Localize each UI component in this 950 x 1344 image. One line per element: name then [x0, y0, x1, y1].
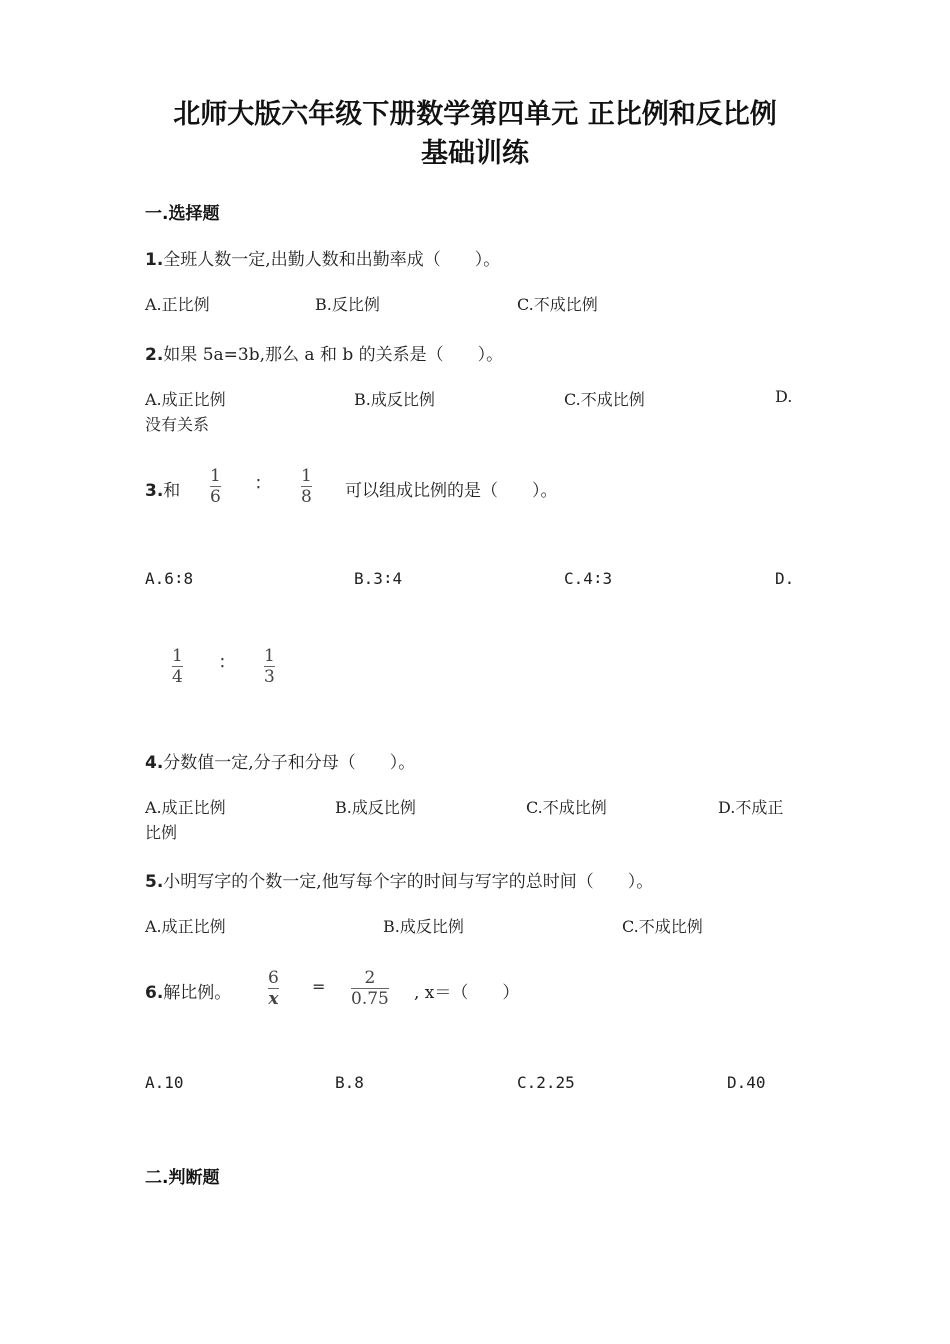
q1-option-a[interactable]: A.正比例 [145, 295, 210, 314]
question-text: 小明写字的个数一定,他写每个字的时间与写字的总时间（ ）。 [163, 872, 654, 892]
q3-option-a[interactable]: A.6∶8 [145, 569, 194, 588]
page-title-line1: 北师大版六年级下册数学第四单元 正比例和反比例 [173, 99, 777, 130]
denominator: 8 [301, 487, 312, 507]
question-3-lead [145, 476, 180, 501]
denominator: 6 [210, 487, 221, 507]
ratio-colon: ∶ [256, 474, 261, 495]
question-prefix: 和 [163, 481, 181, 501]
denominator: 4 [172, 667, 183, 687]
section-heading-choice: 一.选择题 [145, 204, 220, 224]
ratio-colon: ∶ [220, 653, 225, 674]
question-1 [145, 245, 500, 270]
question-6-lead [145, 978, 231, 1003]
question-3-suffix: 可以组成比例的是（ ）。 [345, 481, 558, 501]
q4-option-b[interactable]: B.成反比例 [335, 798, 416, 817]
denominator: x [268, 989, 279, 1009]
numerator: 1 [301, 466, 312, 486]
q2-option-d[interactable]: D. [775, 387, 793, 406]
q2-option-a[interactable]: A.成正比例 [145, 390, 226, 409]
denominator: 3 [264, 667, 275, 687]
fraction-one-sixth [210, 467, 221, 506]
numerator: 6 [268, 968, 279, 988]
fraction-one-third [264, 647, 275, 686]
fraction-one-quarter [172, 647, 183, 686]
q2-option-c[interactable]: C.不成比例 [564, 390, 645, 409]
q1-option-c[interactable]: C.不成比例 [517, 295, 598, 314]
equals-sign: = [312, 977, 326, 996]
question-number: 2. [145, 345, 164, 365]
q5-option-a[interactable]: A.成正比例 [145, 917, 226, 936]
fraction-one-eighth [301, 467, 312, 506]
question-2 [145, 340, 503, 365]
question-number: 6. [145, 983, 164, 1003]
denominator: 0.75 [351, 989, 389, 1009]
numerator: 1 [210, 466, 221, 486]
question-number: 3. [145, 481, 164, 501]
q4-option-d[interactable]: D.不成正 [718, 798, 784, 817]
q2-option-b[interactable]: B.成反比例 [354, 390, 435, 409]
q5-option-b[interactable]: B.成反比例 [383, 917, 464, 936]
q4-option-c[interactable]: C.不成比例 [526, 798, 607, 817]
question-number: 1. [145, 250, 164, 270]
numerator: 2 [364, 968, 376, 988]
q1-option-b[interactable]: B.反比例 [315, 295, 380, 314]
q5-option-c[interactable]: C.不成比例 [622, 917, 703, 936]
q6-option-d[interactable]: D.40 [727, 1073, 766, 1092]
q2-option-d-text: 没有关系 [145, 415, 210, 434]
section-heading-judgement: 二.判断题 [145, 1168, 220, 1188]
q3-option-d[interactable]: D. [775, 569, 795, 588]
q6-option-c[interactable]: C.2.25 [517, 1073, 575, 1092]
question-number: 4. [145, 753, 164, 773]
q3-option-c[interactable]: C.4∶3 [564, 569, 613, 588]
question-4 [145, 748, 415, 773]
numerator: 1 [264, 646, 275, 666]
question-text: 如果 5a=3b,那么 a 和 b 的关系是（ ）。 [163, 345, 504, 365]
question-prefix: 解比例。 [163, 983, 232, 1003]
numerator: 1 [172, 646, 183, 666]
fraction-two-over-075 [351, 969, 389, 1008]
page-title-line2: 基础训练 [421, 138, 529, 169]
question-text: 分数值一定,分子和分母（ ）。 [163, 753, 416, 773]
q6-option-a[interactable]: A.10 [145, 1073, 184, 1092]
question-6-suffix: , x＝（ ） [414, 983, 520, 1003]
question-number: 5. [145, 872, 164, 892]
question-5 [145, 867, 653, 892]
fraction-six-over-x [268, 969, 279, 1008]
q4-option-d-cont: 比例 [145, 823, 178, 842]
q4-option-a[interactable]: A.成正比例 [145, 798, 226, 817]
q3-option-b[interactable]: B.3∶4 [354, 569, 403, 588]
question-text: 全班人数一定,出勤人数和出勤率成（ ）。 [163, 250, 501, 270]
q6-option-b[interactable]: B.8 [335, 1073, 364, 1092]
